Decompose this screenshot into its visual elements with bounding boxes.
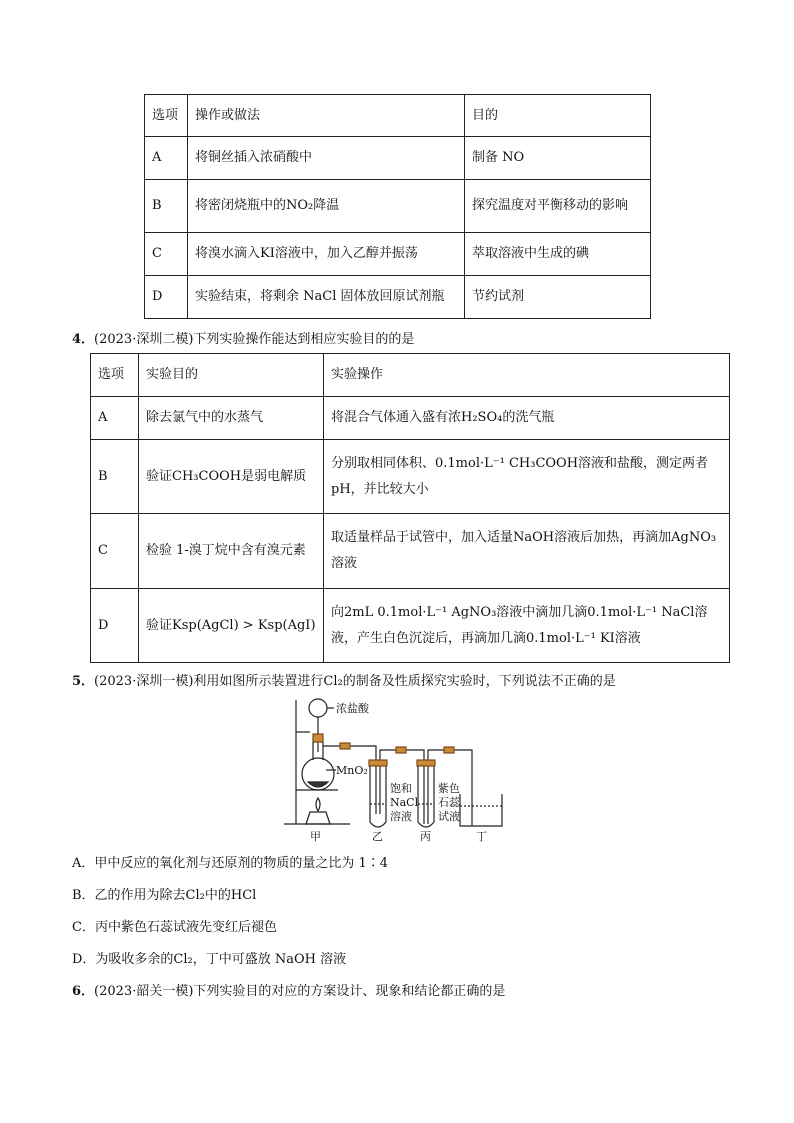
table-cell: 萃取溶液中生成的碘 [465, 233, 651, 276]
table-cell: A [91, 397, 139, 440]
question-number: 5． [72, 674, 95, 689]
station-label: 丙 [420, 830, 431, 843]
table-row [145, 137, 651, 180]
table-row [145, 276, 651, 319]
question-text: (2023·韶关一模)下列实验目的对应的方案设计、现象和结论都正确的是 [94, 984, 506, 999]
table-header-cell: 选项 [145, 95, 188, 137]
option-d: D．为吸收多余的Cl₂，丁中可盛放 NaOH 溶液 [72, 952, 347, 967]
table-cell: 验证CH₃COOH是弱电解质 [139, 440, 324, 514]
option-a: A．甲中反应的氧化剂与还原剂的物质的量之比为 1∶4 [72, 856, 389, 871]
table-cell: 检验 1-溴丁烷中含有溴元素 [139, 514, 324, 589]
table-cell: 分别取相同体积、0.1mol·L⁻¹ CH₃COOH溶液和盐酸，测定两者 pH，并比较大小 [324, 440, 730, 514]
table-cell: 实验结束，将剩余 NaCl 固体放回原试剂瓶 [188, 276, 465, 319]
table-cell: 向2mL 0.1mol·L⁻¹ AgNO₃溶液中滴加几滴0.1mol·L⁻¹ NaCl溶液，产生白色沉淀后，再滴加几滴0.1mol·L⁻¹ KI溶液 [324, 589, 730, 663]
alcohol-lamp [306, 812, 330, 824]
table-cell: B [145, 180, 188, 233]
table-cell: 探究温度对平衡移动的影响 [465, 180, 651, 233]
table-cell: 验证Ksp(AgCl) > Ksp(AgI) [139, 589, 324, 663]
table-cell: 将混合气体通入盛有浓H₂SO₄的洗气瓶 [324, 397, 730, 440]
table-cell: 制备 NO [465, 137, 651, 180]
flame [316, 798, 320, 811]
table-row [91, 397, 730, 440]
table-cell: 将密闭烧瓶中的NO₂降温 [188, 180, 465, 233]
tube-connector [444, 747, 454, 753]
beaker-ding [460, 794, 502, 826]
table-cell: 节约试剂 [465, 276, 651, 319]
option-b: B．乙的作用为除去Cl₂中的HCl [72, 888, 257, 903]
table-cell: B [91, 440, 139, 514]
yi-label-line: 饱和 [390, 782, 412, 795]
tube-stopper [417, 760, 435, 766]
apparatus-figure [280, 694, 520, 846]
question-text: (2023·深圳一模)利用如图所示装置进行Cl₂的制备及性质探究实验时，下列说法不正确的是 [94, 674, 616, 689]
yi-label-line: NaCl [390, 796, 419, 809]
table-header-cell: 目的 [465, 95, 651, 137]
experiment-table-1 [144, 94, 651, 319]
bing-label-line: 紫色 [438, 782, 460, 795]
question-text: (2023·深圳二模)下列实验操作能达到相应实验目的的是 [94, 332, 415, 347]
table-header-row [145, 95, 651, 137]
delivery-tube [323, 746, 376, 814]
test-tube-yi [370, 764, 386, 827]
table-cell: C [91, 514, 139, 589]
station-label: 丁 [476, 830, 487, 843]
table-header-cell: 实验操作 [324, 354, 730, 397]
option-c: C．丙中紫色石蕊试液先变红后褪色 [72, 920, 277, 935]
experiment-table-2 [90, 353, 730, 663]
mno2-solid [308, 782, 328, 787]
table-cell: 将溴水滴入KI溶液中，加入乙醇并振荡 [188, 233, 465, 276]
table-row [91, 440, 730, 514]
mno2-label: MnO₂ [336, 764, 368, 777]
question-number: 4． [72, 332, 95, 347]
bing-label-line: 石蕊 [438, 796, 460, 809]
question-5-stem [72, 670, 616, 689]
bing-label-line: 试液 [438, 810, 460, 823]
table-row [91, 514, 730, 589]
table-row [145, 180, 651, 233]
table-cell: 除去氯气中的水蒸气 [139, 397, 324, 440]
table-row [91, 589, 730, 663]
tube-connector [396, 747, 406, 753]
flask-stopper [313, 734, 323, 742]
station-label: 乙 [372, 830, 383, 843]
table-header-cell: 选项 [91, 354, 139, 397]
station-label: 甲 [310, 830, 321, 843]
table-cell: D [145, 276, 188, 319]
table-header-cell: 操作或做法 [188, 95, 465, 137]
question-4-stem [72, 328, 414, 347]
tube-stopper [369, 760, 387, 766]
question-number: 6． [72, 984, 95, 999]
table-cell: C [145, 233, 188, 276]
table-header-cell: 实验目的 [139, 354, 324, 397]
table-cell: A [145, 137, 188, 180]
separatory-funnel [309, 699, 327, 717]
acid-label: 浓盐酸 [336, 702, 369, 715]
test-tube-bing [418, 764, 434, 827]
question-6-stem [72, 980, 505, 999]
table-cell: D [91, 589, 139, 663]
yi-label-line: 溶液 [390, 810, 412, 823]
table-row [145, 233, 651, 276]
table-header-row [91, 354, 730, 397]
tube-connector [340, 743, 350, 749]
table-cell: 取适量样品于试管中，加入适量NaOH溶液后加热，再滴加AgNO₃溶液 [324, 514, 730, 589]
table-cell: 将铜丝插入浓硝酸中 [188, 137, 465, 180]
